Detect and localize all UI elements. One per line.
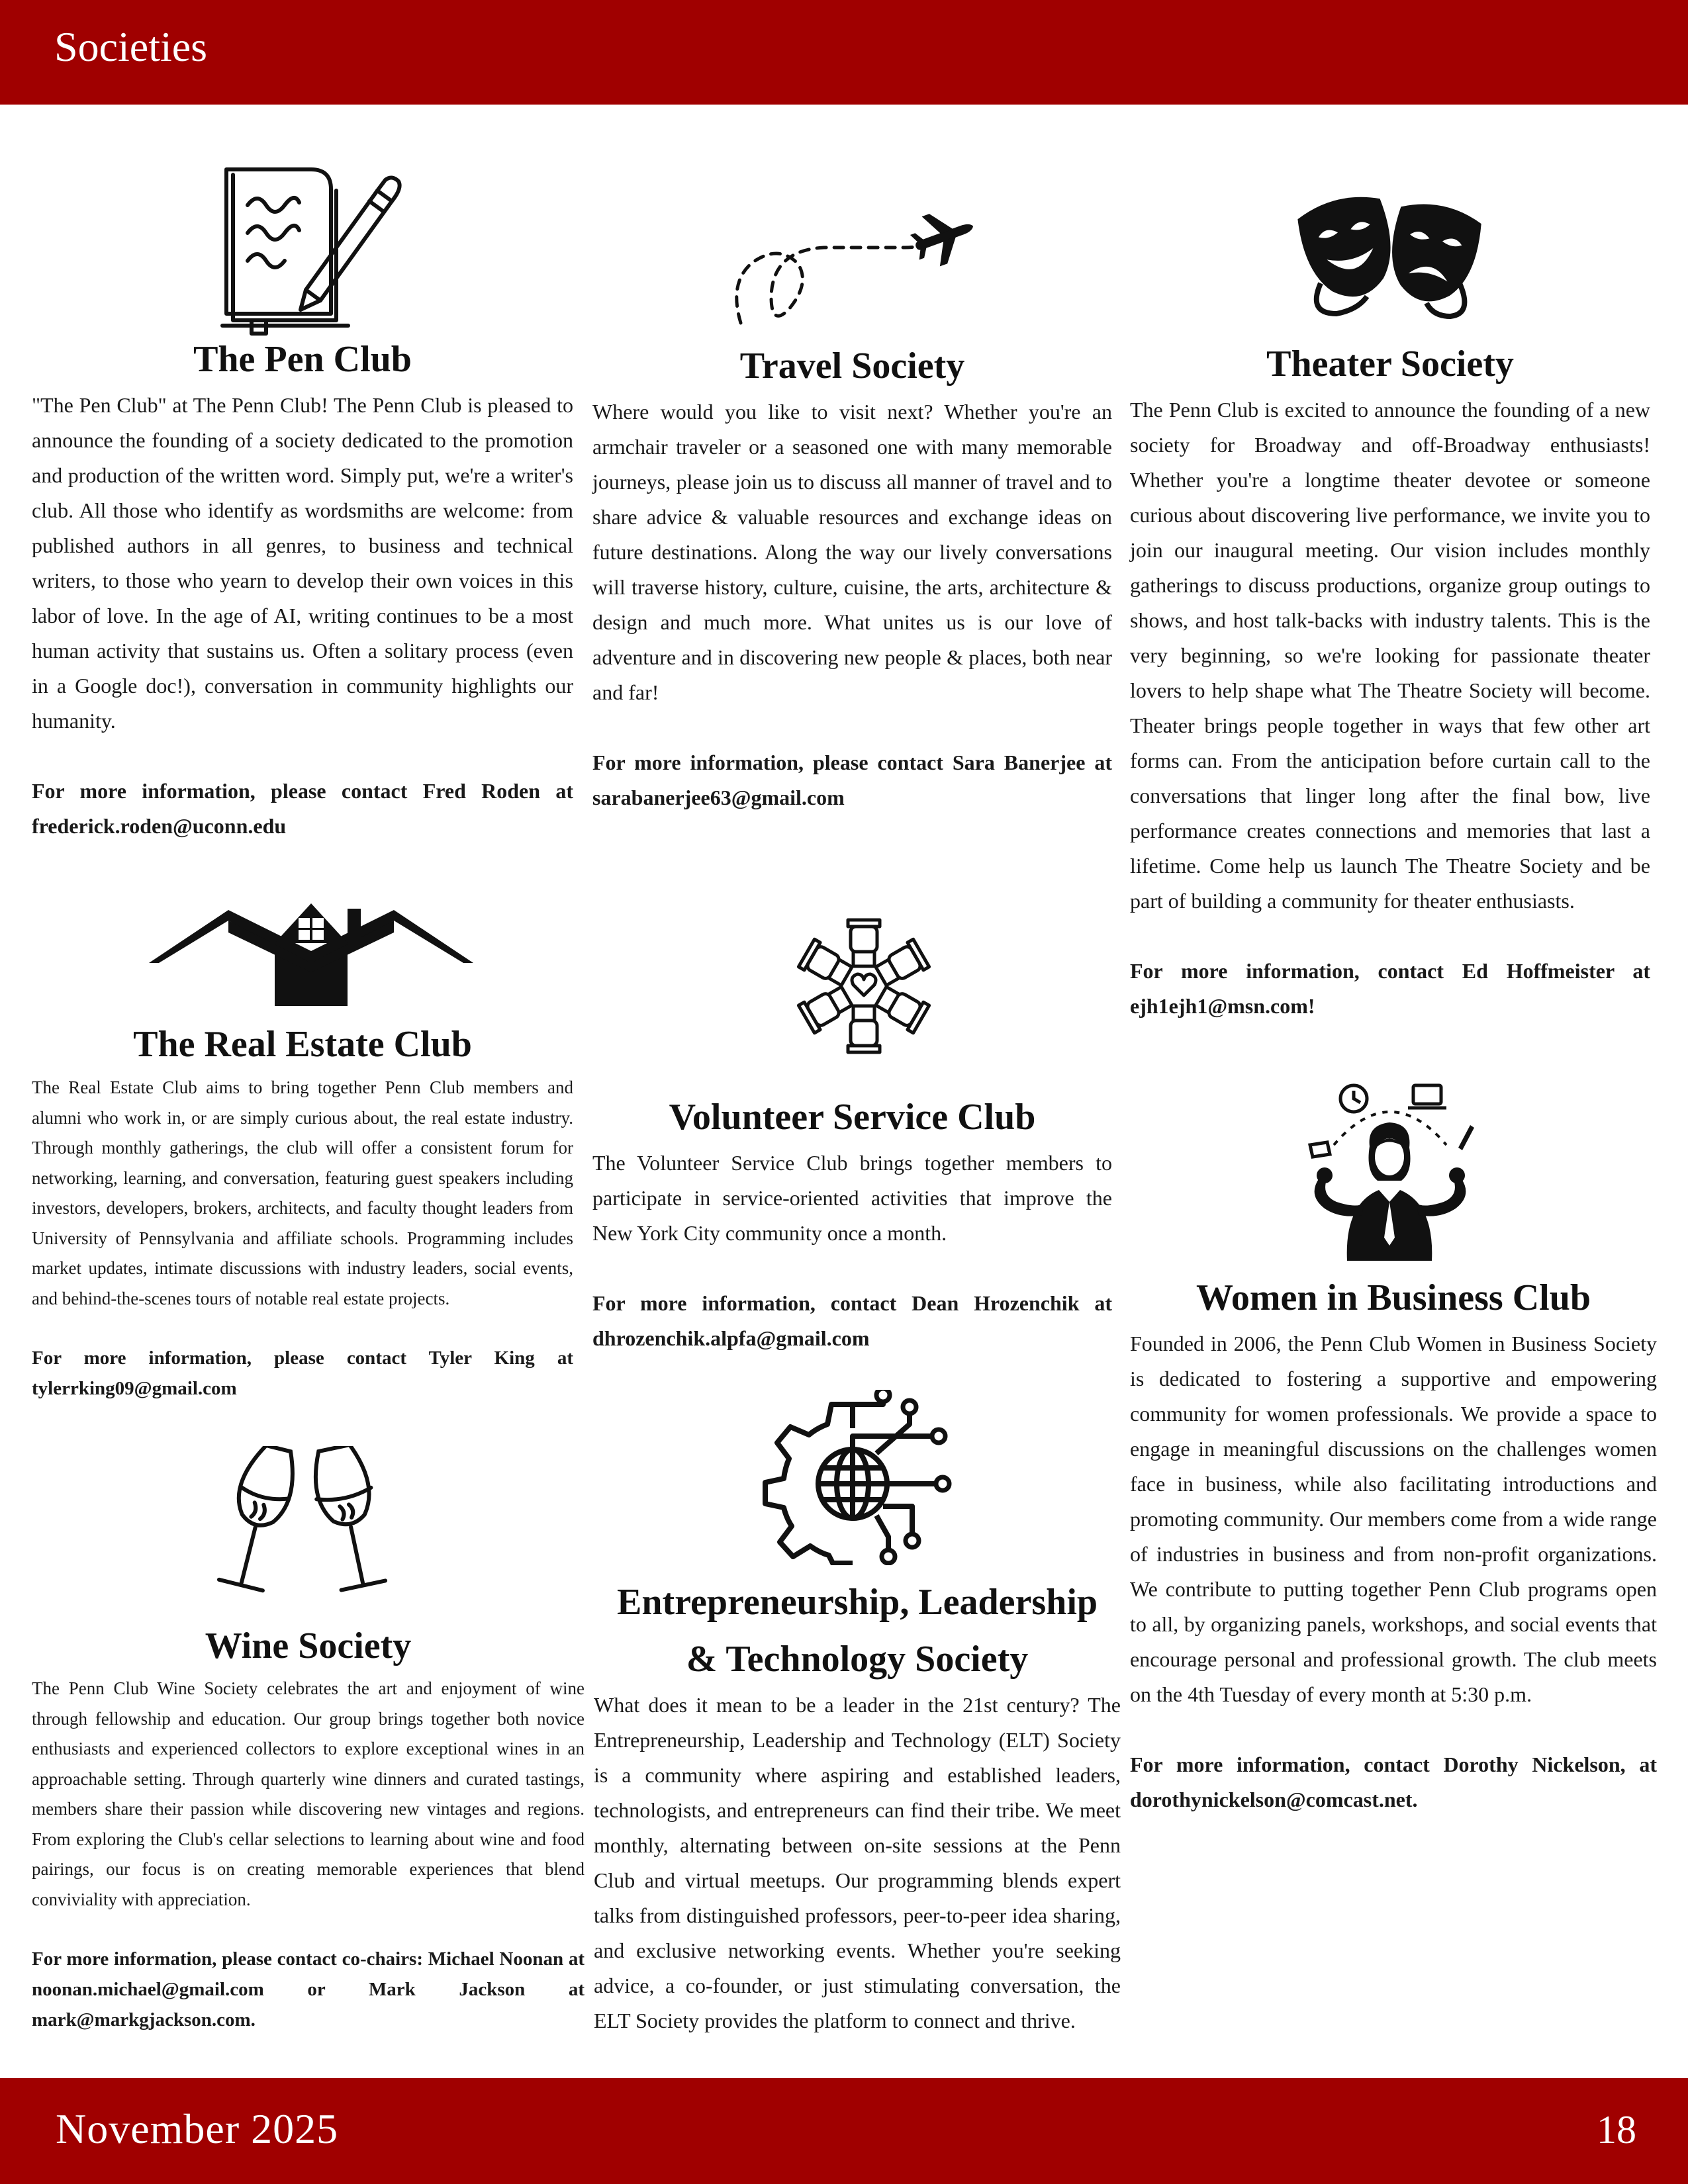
house-roof-icon (149, 903, 473, 1006)
theater-society-contact: For more information, contact Ed Hoffmeister at ejh1ejh1@msn.com! (1130, 959, 1650, 1018)
travel-society-contact: For more information, please contact Sara Banerjee at sarabanerjee63@gmail.com (592, 751, 1112, 809)
theater-society-title: Theater Society (1266, 343, 1514, 385)
wine-society-description: The Penn Club Wine Society celebrates the art and enjoyment of wine through fellowship and education. Our group brings together both novice enthusiasts and experienced collectors to explore exceptional wines in an approachable setting. Through quarterly wine dinners and curated tastings, members share their passion while discovering new vintages and regions. From exploring the Club's cellar selections to learning about wine and food pairings, our focus is on creating memorable experiences that blend conviviality with appreciation. (32, 1678, 585, 1909)
page-number: 18 (1597, 2108, 1636, 2152)
airplane-dotted-path-icon (731, 210, 983, 330)
pen-club-title: The Pen Club (193, 339, 412, 380)
elt-society-section (594, 1574, 1121, 2038)
wine-society-contact: For more information, please contact co-chairs: Michael Noonan at noonan.michael@gmail.com or Mark Jackson at mark@markgjackson.com. (32, 1948, 585, 2030)
pen-club-section (32, 331, 573, 844)
elt-society-title-line1: Entrepreneurship, Leadership (616, 1582, 1098, 1623)
volunteer-service-club-section (592, 1089, 1112, 1356)
section-title: Societies (54, 23, 208, 70)
volunteer-service-club-contact: For more information, contact Dean Hrozenchik at dhrozenchik.alpfa@gmail.com (592, 1291, 1112, 1350)
wine-society-title: Wine Society (205, 1625, 412, 1666)
volunteer-service-club-title: Volunteer Service Club (669, 1097, 1036, 1138)
gear-globe-circuit-icon (747, 1390, 965, 1565)
elt-society-title (594, 1574, 1121, 1688)
wine-society-section (32, 1618, 585, 2035)
elt-society-title-line2: & Technology Society (686, 1639, 1029, 1680)
real-estate-club-section (32, 1016, 573, 1404)
women-in-business-contact: For more information, contact Dorothy Nickelson, at dorothynickelson@comcast.net. (1130, 1752, 1657, 1811)
women-in-business-description: Founded in 2006, the Penn Club Women in Business Society is dedicated to fostering a supportive and empowering community for women professionals. We provide a space to engage in meaningful discussions on the challenges women face in business, while also facilitating introductions and promoting community. Our members come from a wide range of industries in business and from non-profit organizations. We contribute to putting together Penn Club programs open to all, by organizing panels, workshops, and social events that encourage personal and professional growth. The club meets on the 4th Tuesday of every month at 5:30 p.m. (1130, 1332, 1657, 1706)
theater-society-section (1130, 336, 1650, 1024)
women-in-business-title: Women in Business Club (1196, 1277, 1591, 1318)
real-estate-club-contact: For more information, please contact Tyler King at tylerrking09@gmail.com (32, 1347, 573, 1399)
businesswoman-juggling-icon (1301, 1079, 1479, 1261)
theater-masks-icon (1294, 184, 1493, 323)
wine-glasses-toast-icon (212, 1446, 397, 1608)
volunteer-service-club-description: The Volunteer Service Club brings together members to participate in service-oriented activities that improve the New York City community once a month. (592, 1151, 1112, 1245)
header-band (0, 0, 1688, 105)
elt-society-description: What does it mean to be a leader in the 21st century? The Entrepreneurship, Leadership and Technology (ELT) Society is a community where aspiring and established leaders, technologists, and entrepreneurs can find their tribe. We meet monthly, alternating between on-site sessions at the Penn Club and virtual meetups. Our programming blends expert talks from distinguished professors, peer-to-peer idea sharing, and exclusive networking events. Whether you're seeking advice, a co-founder, or just stimulating conversation, the ELT Society provides the platform to connect and thrive. (594, 1693, 1121, 2032)
travel-society-description: Where would you like to visit next? Whether you're an armchair traveler or a seasoned one with many memorable journeys, please join us to discuss all manner of travel and to share advice & valuable resources and exchange ideas on future destinations. Along the way our lively conversations will traverse history, culture, cuisine, the arts, architecture & design and much more. What unites us is our love of adventure and in discovering new people & places, both near and far! (592, 400, 1112, 704)
pen-club-contact: For more information, please contact Fred Roden at frederick.roden@uconn.edu (32, 779, 573, 838)
real-estate-club-title: The Real Estate Club (133, 1024, 472, 1065)
real-estate-club-description: The Real Estate Club aims to bring together Penn Club members and alumni who work in, or are simply curious about, the real estate industry. Through monthly gatherings, the club will offer a consistent forum for networking, learning, and conversation, featuring guest speakers including investors, developers, brokers, architects, and faculty thought leaders from University of Pennsylvania and affiliate schools. Programming includes market updates, intimate discussions with industry leaders, social events, and behind-the-scenes tours of notable real estate projects. (32, 1077, 573, 1308)
issue-date: November 2025 (56, 2105, 339, 2152)
theater-society-description: The Penn Club is excited to announce the founding of a new society for Broadway and off-Broadway enthusiasts! Whether you're a longtime theater devotee or someone curious about discovering live performance, we invite you to join our inaugural meeting. Our vision includes monthly gatherings to discuss productions, organize group outings to shows, and host talk-backs with industry talents. This is the very beginning, so we're looking for passionate theater lovers to help shape what The Theatre Society will become. Theater brings people together in ways that few other art forms can. From the anticipation before curtain call to the conversations that linger long after the final bow, live performance creates connections and memories that last a lifetime. Come help us launch The Theatre Society and be part of building a community for theater enthusiasts. (1130, 398, 1650, 913)
footer-band (0, 2078, 1688, 2184)
women-in-business-section (1130, 1269, 1657, 1817)
hands-heart-circle-icon (781, 903, 947, 1069)
travel-society-section (592, 338, 1112, 815)
pen-club-description: "The Pen Club" at The Penn Club! The Penn Club is pleased to announce the founding of a society dedicated to the promotion and production of the written word. Simply put, we're a writer's club. All those who identify as wordsmiths are welcome: from published authors in all genres, to business and technical writers, to those who yearn to develop their own voices in this labor of love. In the age of AI, writing continues to be a most human activity that sustains us. Often a solitary process (even in a Google doc!), conversation in community highlights our humanity. (32, 393, 573, 733)
notebook-pen-icon (218, 164, 404, 336)
travel-society-title: Travel Society (739, 345, 965, 387)
